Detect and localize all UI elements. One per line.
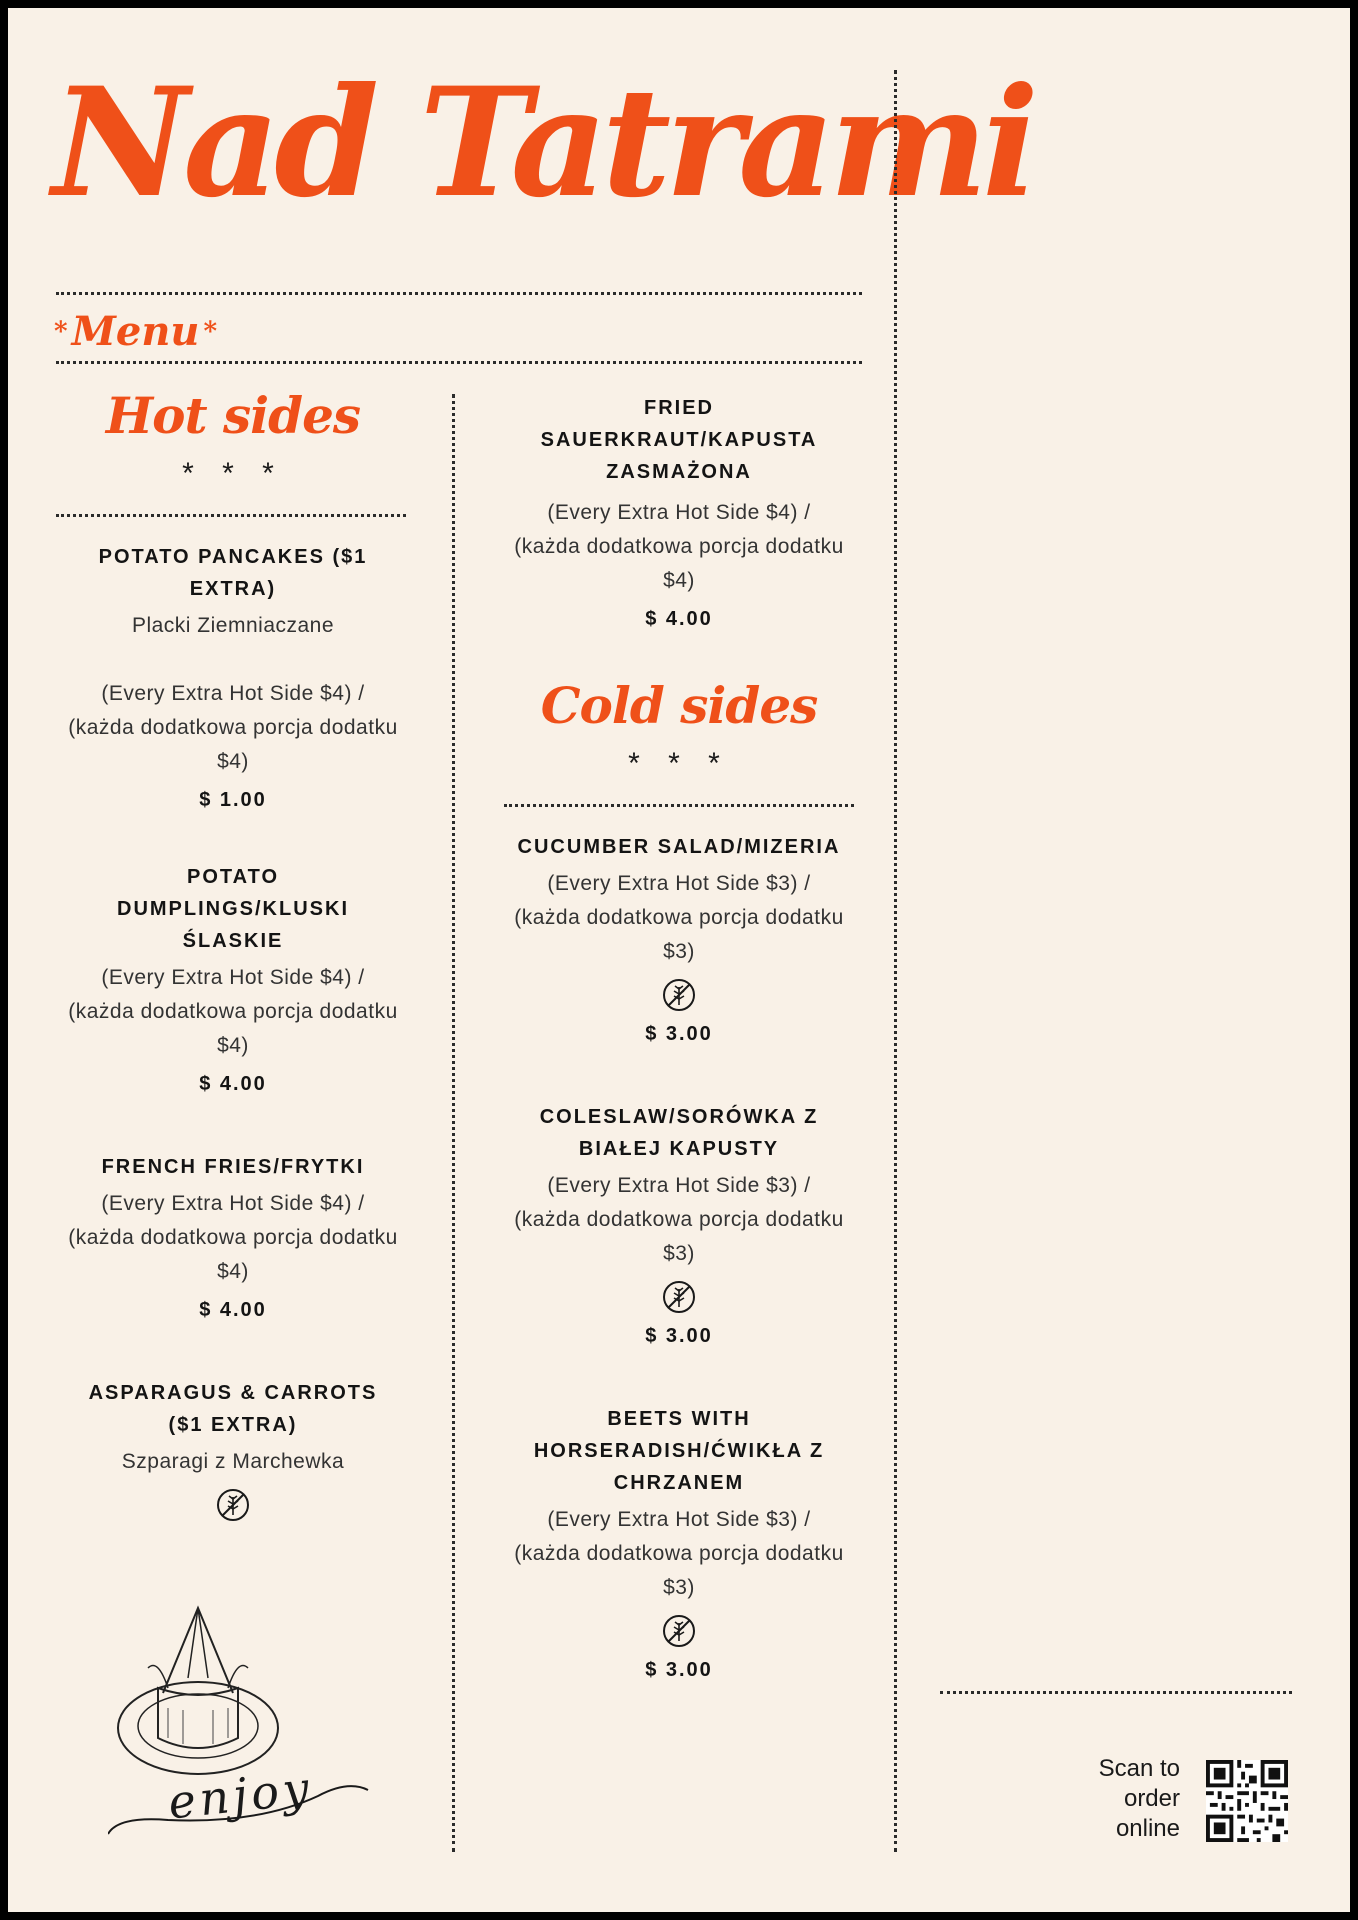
item-price: $ 3.00 bbox=[645, 1023, 713, 1045]
item-desc: (Every Extra Hot Side $3) / (każda dodatkowa porcja dodatku $3) bbox=[514, 872, 844, 963]
hot-sides-divider bbox=[56, 514, 406, 517]
hot-sides-stars: * * * bbox=[182, 457, 284, 490]
menu-item bbox=[504, 831, 854, 1049]
item-price: $ 4.00 bbox=[645, 608, 713, 630]
item-name: POTATO PANCAKES ($1 EXTRA) bbox=[98, 546, 368, 600]
cold-sides-divider bbox=[504, 804, 854, 807]
scan-to-order-text: Scan to order online bbox=[1098, 1755, 1180, 1842]
item-note: (Every Extra Hot Side $4) / (każda dodatkowa porcja dodatku $4) bbox=[68, 682, 398, 773]
item-price: $ 4.00 bbox=[199, 1299, 267, 1321]
qr-code-icon[interactable] bbox=[1206, 1760, 1288, 1842]
item-desc: Placki Ziemniaczane bbox=[131, 614, 335, 637]
divider-top bbox=[56, 292, 862, 295]
gluten-free-icon bbox=[661, 1279, 697, 1315]
menu-label bbox=[54, 308, 217, 356]
item-desc: (Every Extra Hot Side $3) / (każda dodatkowa porcja dodatku $3) bbox=[514, 1174, 844, 1265]
item-name: POTATO DUMPLINGS/KLUSKI ŚLASKIE bbox=[117, 866, 349, 952]
gluten-free-icon bbox=[661, 977, 697, 1013]
item-desc: Szparagi z Marchewka bbox=[121, 1450, 345, 1473]
item-desc: (Every Extra Hot Side $4) / (każda dodatkowa porcja dodatku $4) bbox=[68, 966, 398, 1057]
item-name: ASPARAGUS & CARROTS ($1 EXTRA) bbox=[88, 1382, 378, 1436]
menu-item bbox=[504, 1403, 854, 1685]
ornament-right: * bbox=[203, 317, 218, 347]
gluten-free-icon bbox=[661, 1613, 697, 1649]
restaurant-title: Nad Tatrami bbox=[52, 55, 1034, 231]
item-name: BEETS WITH HORSERADISH/ĆWIKŁA Z CHRZANEM bbox=[533, 1408, 825, 1494]
item-name: FRIED SAUERKRAUT/KAPUSTA ZASMAŻONA bbox=[540, 397, 818, 483]
item-price: $ 3.00 bbox=[645, 1325, 713, 1347]
menu-item bbox=[56, 541, 410, 815]
menu-page bbox=[8, 8, 1350, 1912]
item-name: FRENCH FRIES/FRYTKI bbox=[101, 1156, 365, 1178]
item-price: $ 1.00 bbox=[199, 789, 267, 811]
menu-label-text: Menu bbox=[71, 308, 200, 355]
item-desc: (Every Extra Hot Side $3) / (każda dodatkowa porcja dodatku $3) bbox=[514, 1508, 844, 1599]
hot-sides-title: Hot sides bbox=[105, 386, 361, 445]
napkin-plate-illustration bbox=[108, 1598, 378, 1868]
cold-sides-title: Cold sides bbox=[540, 676, 818, 735]
item-price: $ 4.00 bbox=[199, 1073, 267, 1095]
divider-right-panel bbox=[940, 1691, 1292, 1694]
hot-sides-column bbox=[56, 386, 410, 1527]
enjoy-text: enjoy bbox=[165, 1760, 316, 1830]
ornament-left: * bbox=[54, 317, 68, 347]
item-price: $ 3.00 bbox=[645, 1659, 713, 1681]
right-column bbox=[504, 392, 854, 1685]
item-desc: (Every Extra Hot Side $4) / (każda dodatkowa porcja dodatku $4) bbox=[514, 501, 844, 592]
gluten-free-icon bbox=[215, 1487, 251, 1523]
cold-sides-stars: * * * bbox=[628, 747, 730, 780]
item-name: COLESLAW/SORÓWKA Z BIAŁEJ KAPUSTY bbox=[539, 1106, 819, 1160]
item-desc: (Every Extra Hot Side $4) / (każda dodatkowa porcja dodatku $4) bbox=[68, 1192, 398, 1283]
enjoy-flourish-icon bbox=[108, 1768, 378, 1848]
divider-under-menu bbox=[56, 361, 862, 364]
menu-item bbox=[504, 1101, 854, 1351]
column-divider-left bbox=[452, 394, 455, 1852]
menu-item bbox=[56, 1151, 410, 1325]
item-name: CUCUMBER SALAD/MIZERIA bbox=[517, 836, 841, 858]
menu-item bbox=[504, 392, 854, 634]
column-divider-right bbox=[894, 70, 897, 1852]
menu-item bbox=[56, 861, 410, 1099]
menu-item bbox=[56, 1377, 410, 1523]
